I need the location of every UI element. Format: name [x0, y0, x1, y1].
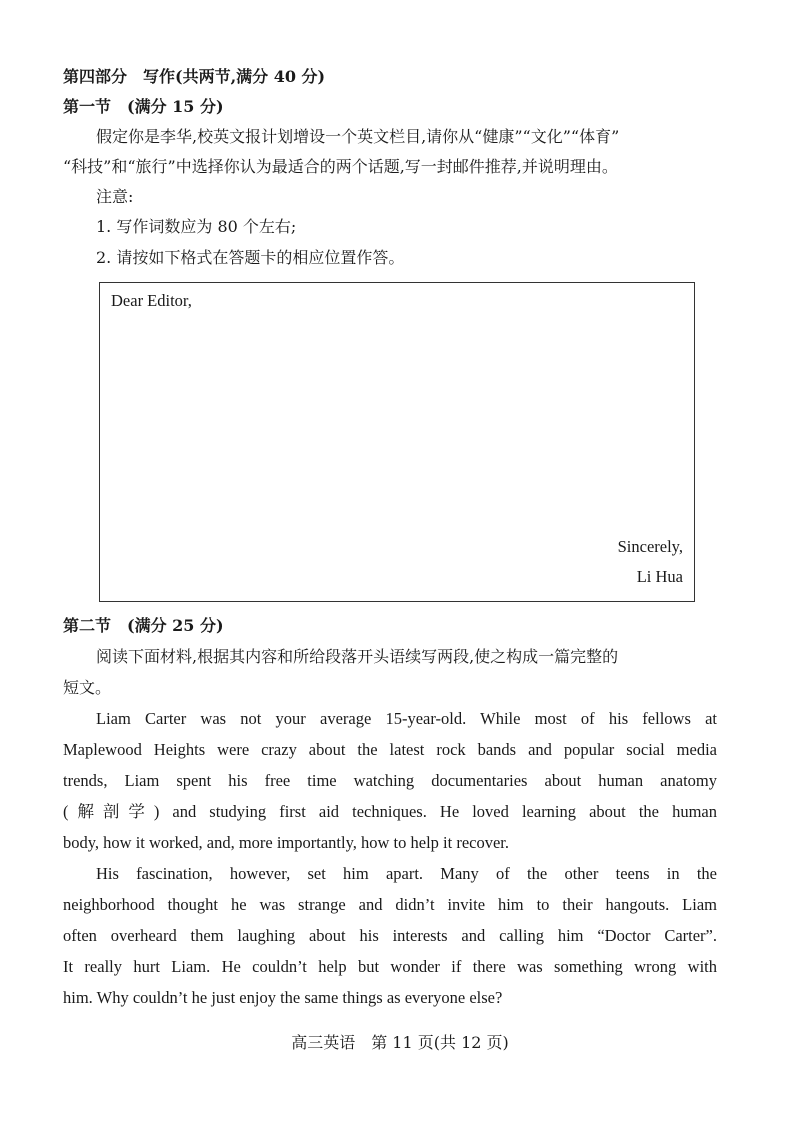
story-para2-line: neighborhood thought he was strange and didn’t invite him to their hangouts. Liam: [63, 895, 717, 914]
part-title: 第四部分 写作(共两节,满分 40 分): [63, 67, 326, 86]
story-para1-line: trends, Liam spent his free time watching documentaries about human anatomy: [63, 771, 717, 790]
story-para1-line: body, how it worked, and, more importantly, how to help it recover.: [63, 833, 510, 852]
section2-heading: 第二节 (满分 25 分): [63, 616, 224, 635]
section2-prompt-line1: 阅读下面材料,根据其内容和所给段落开头语续写两段,使之构成一篇完整的: [96, 647, 619, 666]
story-para1-line: Liam Carter was not your average 15-year-old. While most of his fellows at: [96, 709, 717, 728]
section1-prompt-line1: 假定你是李华,校英文报计划增设一个英文栏目,请你从“健康”“文化”“体育”: [96, 127, 620, 146]
story-para1-line: Maplewood Heights were crazy about the latest rock bands and popular social media: [63, 740, 717, 759]
note-label: 注意:: [96, 187, 134, 206]
section2-prompt-line2: 短文。: [63, 678, 112, 697]
section1-heading: 第一节 (满分 15 分): [63, 97, 224, 116]
story-para2-line: It really hurt Liam. He couldn’t help but wonder if there was something wrong with: [63, 957, 717, 976]
note-item-1: 1. 写作词数应为 80 个左右;: [96, 217, 297, 236]
letter-answer-box: [99, 282, 695, 602]
letter-signature: Li Hua: [636, 567, 683, 586]
note-item-2: 2. 请按如下格式在答题卡的相应位置作答。: [96, 248, 405, 267]
page-footer: 高三英语 第 11 页(共 12 页): [291, 1033, 509, 1052]
story-para1-line: (解剖学) and studying first aid techniques. He loved learning about the human: [63, 802, 717, 821]
letter-closing: Sincerely,: [617, 537, 683, 556]
letter-salutation: Dear Editor,: [111, 291, 192, 310]
section1-prompt-line2: “科技”和“旅行”中选择你认为最适合的两个话题,写一封邮件推荐,并说明理由。: [63, 157, 618, 176]
story-para2-line: him. Why couldn’t he just enjoy the same things as everyone else?: [63, 988, 503, 1007]
story-para2-line: His fascination, however, set him apart. Many of the other teens in the: [96, 864, 717, 883]
story-para2-line: often overheard them laughing about his interests and calling him “Doctor Carter”.: [63, 926, 717, 945]
